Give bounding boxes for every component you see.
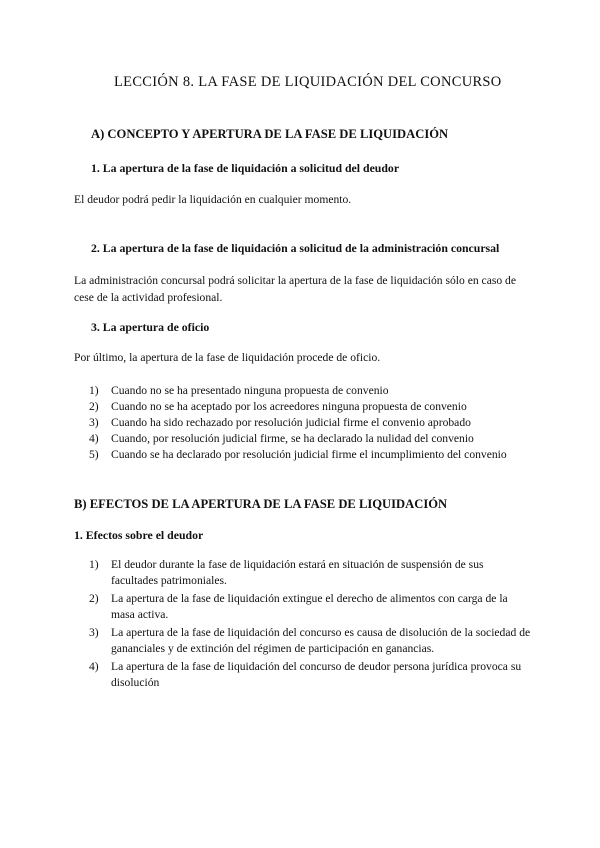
- list-item-number: 4): [89, 660, 99, 673]
- list-item-text: El deudor durante la fase de liquidación estará en situación de suspensión de sus facultades patrimoniales.: [111, 558, 484, 587]
- list-item-number: 4): [89, 432, 99, 445]
- list-item-number: 3): [89, 626, 99, 639]
- list-item-text: Cuando ha sido rechazado por resolución judicial firme el convenio aprobado: [111, 416, 471, 429]
- list-item-number: 3): [89, 416, 99, 429]
- list-item: [89, 591, 533, 623]
- list-item-text: La apertura de la fase de liquidación extingue el derecho de alimentos con carga de la masa activa.: [111, 592, 508, 621]
- list-item: [89, 415, 539, 431]
- list-item: [89, 659, 533, 691]
- section-b-heading: B) EFECTOS DE LA APERTURA DE LA FASE DE LIQUIDACIÓN: [74, 497, 448, 511]
- section-a-sub2-text: La administración concursal podrá solicitar la apertura de la fase de liquidación sólo en caso de cese de la actividad profesional.: [74, 274, 517, 304]
- section-a-sub2-heading: 2. La apertura de la fase de liquidación a solicitud de la administración concursal: [91, 241, 500, 255]
- list-item: [89, 399, 539, 415]
- list-item-text: Cuando, por resolución judicial firme, se ha declarado la nulidad del convenio: [111, 432, 474, 445]
- oficio-cases-list: [89, 383, 539, 463]
- list-item: [89, 447, 539, 463]
- page-title: LECCIÓN 8. LA FASE DE LIQUIDACIÓN DEL CONCURSO: [114, 74, 502, 90]
- list-item-text: Cuando no se ha aceptado por los acreedores ninguna propuesta de convenio: [111, 400, 467, 413]
- section-a-sub3-heading: 3. La apertura de oficio: [91, 320, 210, 334]
- list-item-number: 2): [89, 592, 99, 605]
- section-a-sub1-text: El deudor podrá pedir la liquidación en cualquier momento.: [74, 193, 352, 206]
- section-a-sub1-heading: 1. La apertura de la fase de liquidación a solicitud del deudor: [91, 161, 400, 175]
- list-item-number: 1): [89, 558, 99, 571]
- list-item-text: La apertura de la fase de liquidación del concurso es causa de disolución de la sociedad de gananciales y de extinción del régimen de participación en ganancias.: [111, 626, 531, 655]
- section-b-sub1-heading: 1. Efectos sobre el deudor: [74, 528, 204, 542]
- list-item: [89, 431, 539, 447]
- list-item: [89, 625, 533, 657]
- debtor-effects-list: [89, 557, 533, 693]
- list-item-number: 5): [89, 448, 99, 461]
- list-item-text: Cuando se ha declarado por resolución judicial firme el incumplimiento del convenio: [111, 448, 507, 461]
- list-item-number: 2): [89, 400, 99, 413]
- section-a-heading: A) CONCEPTO Y APERTURA DE LA FASE DE LIQUIDACIÓN: [91, 127, 449, 141]
- section-a-sub3-text: Por último, la apertura de la fase de liquidación procede de oficio.: [74, 351, 381, 364]
- list-item: [89, 557, 533, 589]
- list-item-text: Cuando no se ha presentado ninguna propuesta de convenio: [111, 384, 389, 397]
- list-item: [89, 383, 539, 399]
- list-item-text: La apertura de la fase de liquidación del concurso de deudor persona jurídica provoca su disolución: [111, 660, 522, 689]
- list-item-number: 1): [89, 384, 99, 397]
